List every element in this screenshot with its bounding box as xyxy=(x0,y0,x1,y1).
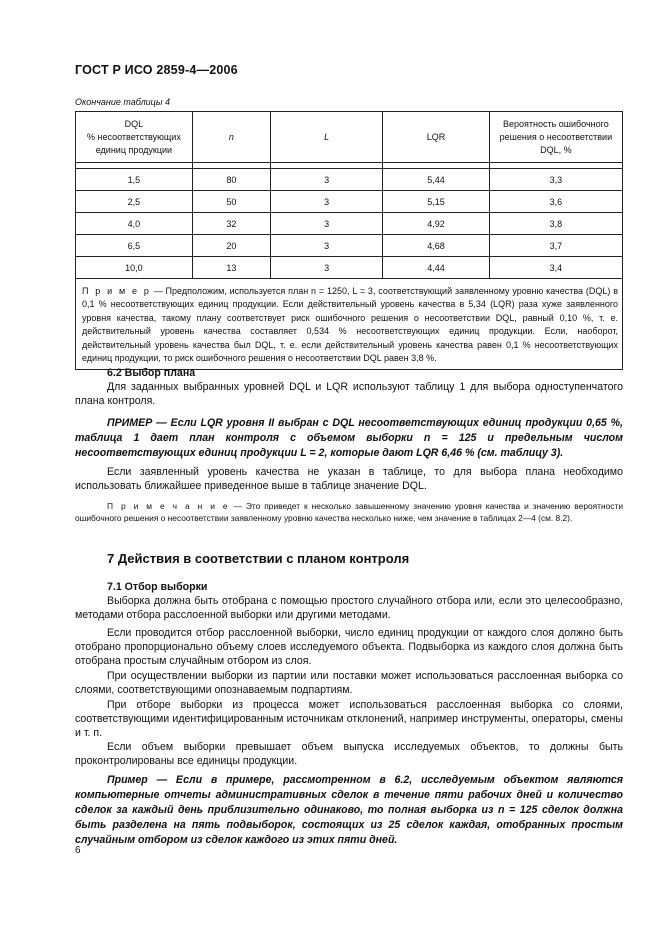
paragraph: Если объем выборки превышает объем выпуска исследуемых объектов, то должны быть проконтролированы все единицы продукции. xyxy=(75,741,623,768)
table-caption: Окончание таблицы 4 xyxy=(75,97,170,107)
paragraph: Если заявленный уровень качества не указан в таблице, то для выбора плана необходимо использовать ближайшее приведенное выше в таблице значение DQL. xyxy=(75,466,623,493)
table-row: 2,5 50 3 5,15 3,6 xyxy=(76,191,623,213)
paragraph: При осуществлении выборки из партии или поставки может использоваться расслоенная выборка со слоями, соответствующими опознаваемым подпартиям. xyxy=(75,670,623,697)
page-number: 6 xyxy=(75,845,81,856)
col-header-l: L xyxy=(270,112,382,163)
table-row: 10,0 13 3 4,44 3,4 xyxy=(76,257,623,279)
table-row: 1,5 80 3 5,44 3,3 xyxy=(76,169,623,191)
table-row: 4,0 32 3 4,92 3,8 xyxy=(76,213,623,235)
paragraph: При отборе выборки из процесса может использоваться расслоенная выборка со слоями, соответствующими идентифицированным источникам отклонений, например инструменты, операторы, смены и т. п. xyxy=(75,699,623,740)
paragraph: Выборка должна быть отобрана с помощью простого случайного отбора или, если это целесообразно, методами отбора расслоенной выборки или другими методами. xyxy=(75,595,623,622)
section-6-2-heading: 6.2 Выбор плана xyxy=(107,367,196,379)
section-7-heading: 7 Действия в соответствии с планом контроля xyxy=(107,551,410,566)
table-header-row xyxy=(76,112,623,163)
paragraph: Для заданных выбранных уровней DQL и LQR используют таблицу 1 для выбора одноступенчатого плана контроля. xyxy=(75,381,623,408)
note-paragraph: П р и м е ч а н и е — Это приведет к несколько завышенному значению уровня качества и значению вероятности ошибочного решения о несоответствии заявленному уровню качества несколько ниже, чем значение в таблицах 2—4 (см. 8.2). xyxy=(75,501,623,523)
col-header-dql: DQL % несоответствующих единиц продукции xyxy=(76,112,193,163)
document-header: ГОСТ Р ИСО 2859-4—2006 xyxy=(75,63,238,77)
table-row: 6,5 20 3 4,68 3,7 xyxy=(76,235,623,257)
section-7-1-heading: 7.1 Отбор выборки xyxy=(107,581,208,593)
col-header-probability: Вероятность ошибочного решения о несоответствии DQL, % xyxy=(489,112,622,163)
table-4 xyxy=(75,111,623,370)
paragraph: Если проводится отбор расслоенной выборки, число единиц продукции от каждого слоя должно быть отобрано пропорционально объему слоев исследуемого объекта. Подвыборка из каждого слоя должна быть отобрана простым случайным отбором из слоя. xyxy=(75,627,623,668)
col-header-lqr: LQR xyxy=(383,112,490,163)
col-header-n: n xyxy=(192,112,270,163)
table-note-row xyxy=(76,279,623,370)
example-paragraph: ПРИМЕР — Если LQR уровня II выбран с DQL несоответствующих единиц продукции 0,65 %, таблица 1 дает план контроля с объемом выборки n = 125 и предельным числом несоответствующих единиц продукции L = 2, которые дают LQR 6,46 % (см. таблицу 3). xyxy=(75,417,623,459)
example-paragraph: Пример — Если в примере, рассмотренном в 6.2, исследуемым объектом являются компьютерные отчеты административных сделок в течение пяти рабочих дней и количество сделок за каждый день приблизительно одинаково, то полная выборка из n = 125 сделок должна быть разделена на пять подвыборок, состоящих из 25 сделок каждая, отобранных простым случайным отбором из сделок каждого из этих пяти дней. xyxy=(75,774,623,846)
table-note: П р и м е р — Предположим, используется план n = 1250, L = 3, соответствующий заявленному уровню качества (DQL) в 0,1 % несоответствующих единиц продукции. Если действительный уровень качества в 5,34 (LQR) раза хуже заявленного уровня качества, такому плану соответствует риск ошибочного решения о несоответствии DQL, равный 0,10 %, т. е. действительный уровень качества составляет 0,534 % несоответствующих единиц продукции. Если, наоборот, действительный уровень качества был DQL, т. е. если действительный уровень качества равен 0,1 % несоответствующих единиц продукции, то риск ошибочного решения о несоответствии DQL равен 3,8 %. xyxy=(76,279,623,370)
